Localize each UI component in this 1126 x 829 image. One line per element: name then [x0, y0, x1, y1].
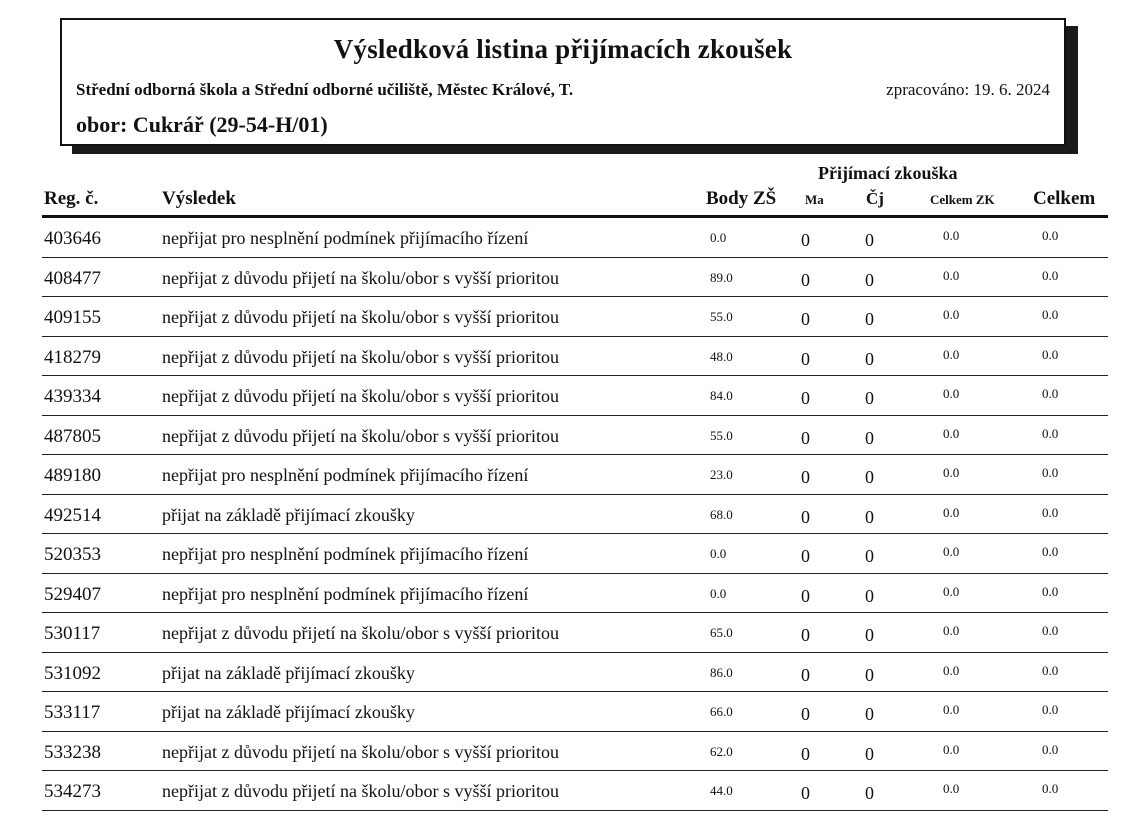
- table-row: [42, 258, 1108, 298]
- cell-celkem: 0.0: [1042, 741, 1059, 757]
- cell-result: nepřijat z důvodu přijetí na školu/obor s vyšší prioritou: [162, 781, 559, 801]
- cell-reg: 418279: [44, 346, 101, 368]
- entrance-exam-group-header: Přijímací zkouška: [818, 163, 958, 183]
- table-row: [42, 653, 1108, 693]
- cell-body-zs: 66.0: [710, 704, 733, 719]
- table-row: [42, 337, 1108, 377]
- cell-result: nepřijat z důvodu přijetí na školu/obor s vyšší prioritou: [162, 267, 559, 288]
- cell-ma: 0: [801, 585, 810, 606]
- cell-celkem: 0.0: [1042, 228, 1059, 243]
- table-row: [42, 495, 1108, 535]
- cell-reg: 409155: [44, 307, 101, 328]
- cell-body-zs: 0.0: [710, 585, 727, 601]
- cell-cj: 0: [865, 625, 874, 645]
- cell-celkem: 0.0: [1042, 425, 1059, 441]
- cell-result: přijat na základě přijímací zkoušky: [162, 504, 415, 525]
- cell-result: přijat na základě přijímací zkoušky: [162, 662, 415, 683]
- cell-celkem-zk: 0.0: [943, 346, 960, 362]
- cell-celkem: 0.0: [1042, 583, 1059, 599]
- cell-body-zs: 65.0: [710, 625, 733, 640]
- cell-celkem-zk: 0.0: [943, 544, 960, 559]
- cell-ma: 0: [801, 467, 810, 487]
- cell-celkem-zk: 0.0: [943, 702, 960, 717]
- cell-cj: 0: [865, 743, 874, 764]
- cell-result: nepřijat pro nesplnění podmínek přijímacího řízení: [162, 544, 529, 564]
- cell-result: nepřijat z důvodu přijetí na školu/obor s vyšší prioritou: [162, 741, 559, 762]
- cell-body-zs: 55.0: [710, 309, 733, 324]
- cell-ma: 0: [801, 388, 810, 408]
- table-row: [42, 218, 1108, 258]
- table-row: [42, 574, 1108, 614]
- cell-cj: 0: [865, 585, 874, 606]
- cell-reg: 487805: [44, 425, 101, 447]
- cell-ma: 0: [801, 704, 810, 724]
- cell-celkem: 0.0: [1042, 346, 1059, 362]
- table-row: [42, 534, 1108, 574]
- cell-celkem: 0.0: [1042, 623, 1059, 638]
- cell-cj: 0: [865, 704, 874, 724]
- cell-celkem: 0.0: [1042, 544, 1059, 559]
- cell-ma: 0: [801, 664, 810, 685]
- cell-celkem: 0.0: [1042, 702, 1059, 717]
- cell-body-zs: 68.0: [710, 506, 733, 522]
- cell-ma: 0: [801, 783, 810, 803]
- cell-celkem-zk: 0.0: [943, 504, 960, 520]
- cell-result: nepřijat z důvodu přijetí na školu/obor s vyšší prioritou: [162, 307, 559, 327]
- cell-result: přijat na základě přijímací zkoušky: [162, 702, 415, 722]
- cell-cj: 0: [865, 664, 874, 685]
- table-row: [42, 297, 1108, 337]
- cell-celkem-zk: 0.0: [943, 465, 960, 480]
- cell-celkem-zk: 0.0: [943, 228, 960, 243]
- cell-celkem: 0.0: [1042, 307, 1059, 322]
- cell-reg: 533238: [44, 741, 101, 763]
- cell-celkem: 0.0: [1042, 267, 1059, 283]
- cell-reg: 489180: [44, 465, 101, 486]
- cell-result: nepřijat z důvodu přijetí na školu/obor s vyšší prioritou: [162, 623, 559, 643]
- cell-result: nepřijat z důvodu přijetí na školu/obor s vyšší prioritou: [162, 425, 559, 446]
- cell-ma: 0: [801, 625, 810, 645]
- processed-date: zpracováno: 19. 6. 2024: [886, 80, 1050, 99]
- cell-celkem-zk: 0.0: [943, 583, 960, 599]
- cell-celkem: 0.0: [1042, 781, 1059, 796]
- cell-ma: 0: [801, 546, 810, 566]
- cell-celkem-zk: 0.0: [943, 741, 960, 757]
- cell-body-zs: 48.0: [710, 348, 733, 364]
- cell-body-zs: 44.0: [710, 783, 733, 798]
- table-row: [42, 455, 1108, 495]
- results-table: [42, 218, 1108, 811]
- cell-cj: 0: [865, 348, 874, 369]
- cell-celkem-zk: 0.0: [943, 386, 960, 401]
- cell-celkem-zk: 0.0: [943, 662, 960, 678]
- col-header-result: Výsledek: [162, 188, 236, 209]
- cell-body-zs: 0.0: [710, 230, 727, 245]
- cell-reg: 529407: [44, 583, 101, 605]
- cell-result: nepřijat pro nesplnění podmínek přijímacího řízení: [162, 583, 529, 604]
- col-header-celkem: Celkem: [1033, 188, 1096, 209]
- cell-celkem-zk: 0.0: [943, 267, 960, 283]
- cell-ma: 0: [801, 309, 810, 329]
- cell-reg: 534273: [44, 781, 101, 802]
- cell-cj: 0: [865, 427, 874, 448]
- cell-celkem-zk: 0.0: [943, 307, 960, 322]
- cell-ma: 0: [801, 427, 810, 448]
- cell-reg: 492514: [44, 504, 101, 526]
- table-row: [42, 416, 1108, 456]
- cell-body-zs: 84.0: [710, 388, 733, 403]
- col-header-ma: Ma: [805, 192, 824, 207]
- cell-celkem: 0.0: [1042, 504, 1059, 520]
- cell-ma: 0: [801, 269, 810, 290]
- cell-cj: 0: [865, 309, 874, 329]
- cell-reg: 439334: [44, 386, 101, 407]
- table-row: [42, 376, 1108, 416]
- cell-result: nepřijat pro nesplnění podmínek přijímacího řízení: [162, 465, 529, 485]
- cell-reg: 520353: [44, 544, 101, 565]
- cell-body-zs: 89.0: [710, 269, 733, 285]
- table-row: [42, 613, 1108, 653]
- cell-result: nepřijat z důvodu přijetí na školu/obor s vyšší prioritou: [162, 386, 559, 406]
- cell-celkem-zk: 0.0: [943, 623, 960, 638]
- table-row: [42, 732, 1108, 772]
- cell-body-zs: 86.0: [710, 664, 733, 680]
- cell-result: nepřijat pro nesplnění podmínek přijímacího řízení: [162, 228, 529, 248]
- cell-reg: 531092: [44, 662, 101, 684]
- cell-ma: 0: [801, 506, 810, 527]
- col-header-body-zs: Body ZŠ: [706, 188, 777, 209]
- table-row: [42, 692, 1108, 732]
- col-header-celkem-zk: Celkem ZK: [930, 192, 995, 207]
- cell-celkem-zk: 0.0: [943, 781, 960, 796]
- table-row: [42, 771, 1108, 811]
- cell-ma: 0: [801, 743, 810, 764]
- col-header-reg: Reg. č.: [44, 188, 99, 209]
- study-field: obor: Cukrář (29-54-H/01): [76, 112, 328, 137]
- page-title: Výsledková listina přijímacích zkoušek: [333, 34, 793, 64]
- cell-cj: 0: [865, 467, 874, 487]
- cell-ma: 0: [801, 348, 810, 369]
- cell-reg: 533117: [44, 702, 101, 723]
- cell-reg: 408477: [44, 267, 101, 289]
- cell-reg: 403646: [44, 228, 101, 249]
- cell-body-zs: 62.0: [710, 743, 733, 759]
- cell-ma: 0: [801, 230, 810, 250]
- cell-cj: 0: [865, 230, 874, 250]
- cell-body-zs: 0.0: [710, 546, 727, 561]
- cell-celkem: 0.0: [1042, 386, 1059, 401]
- cell-cj: 0: [865, 783, 874, 803]
- cell-body-zs: 23.0: [710, 467, 733, 482]
- cell-cj: 0: [865, 388, 874, 408]
- cell-result: nepřijat z důvodu přijetí na školu/obor s vyšší prioritou: [162, 346, 559, 367]
- school-name: Střední odborná škola a Střední odborné učiliště, Městec Králové, T.: [76, 80, 574, 99]
- cell-cj: 0: [865, 546, 874, 566]
- cell-celkem-zk: 0.0: [943, 425, 960, 441]
- cell-celkem: 0.0: [1042, 662, 1059, 678]
- cell-celkem: 0.0: [1042, 465, 1059, 480]
- cell-reg: 530117: [44, 623, 101, 644]
- cell-body-zs: 55.0: [710, 427, 733, 443]
- cell-cj: 0: [865, 269, 874, 290]
- cell-cj: 0: [865, 506, 874, 527]
- header-box: [60, 18, 1066, 146]
- col-header-cj: Čj: [866, 189, 884, 208]
